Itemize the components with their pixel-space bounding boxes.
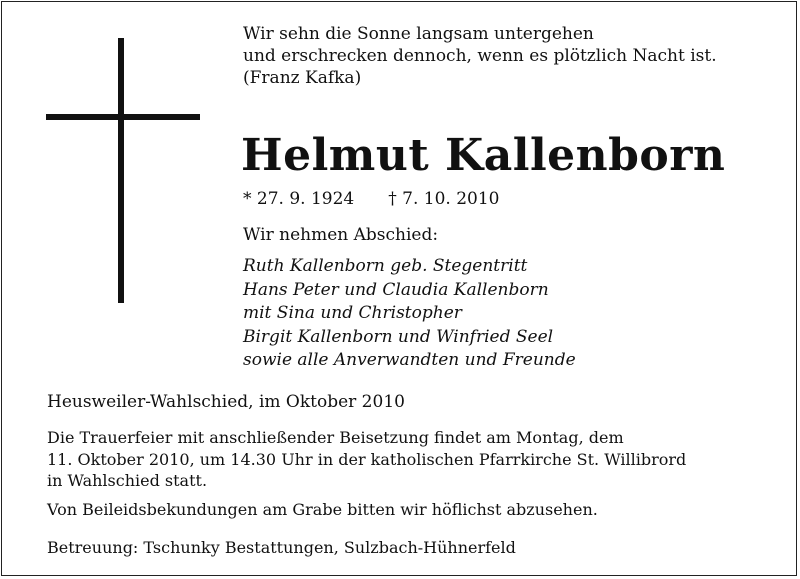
quote-author: (Franz Kafka) [243,68,362,88]
mourner-line: Birgit Kallenborn und Winfried Seel [243,326,554,347]
ceremony-line: 11. Oktober 2010, um 14.30 Uhr in der katholischen Pfarrkirche St. Willibrord [47,449,687,469]
cross-vertical-bar [118,38,124,303]
quote-line: Wir sehn die Sonne langsam untergehen [243,24,594,44]
deceased-name: Helmut Kallenborn [241,130,726,181]
mourner-line: sowie alle Anverwandten und Freunde [243,350,576,370]
birth-date: * 27. 9. 1924 [243,189,355,209]
farewell-heading: Wir nehmen Abschied: [243,225,439,245]
life-dates [243,188,499,210]
mourners-list [243,255,576,373]
ceremony-line: in Wahlschied statt. [47,471,208,490]
cross-horizontal-bar [46,114,200,120]
mourner-line: mit Sina und Christopher [243,303,462,323]
kafka-quote [243,23,717,89]
ceremony-line: Die Trauerfeier mit anschließender Beisetzung findet am Montag, dem [47,428,624,447]
ceremony-info [47,427,686,492]
death-date: † 7. 10. 2010 [388,189,500,209]
condolence-note: Von Beileidsbekundungen am Grabe bitten wir höflichst abzusehen. [47,500,598,519]
funeral-care-note: Betreuung: Tschunky Bestattungen, Sulzbach-Hühnerfeld [47,538,516,557]
quote-line: und erschrecken dennoch, wenn es plötzlich Nacht ist. [243,46,717,66]
mourner-line: Ruth Kallenborn geb. Stegentritt [243,256,528,276]
mourner-line: Hans Peter und Claudia Kallenborn [243,279,549,300]
place-date: Heusweiler-Wahlschied, im Oktober 2010 [47,392,405,412]
